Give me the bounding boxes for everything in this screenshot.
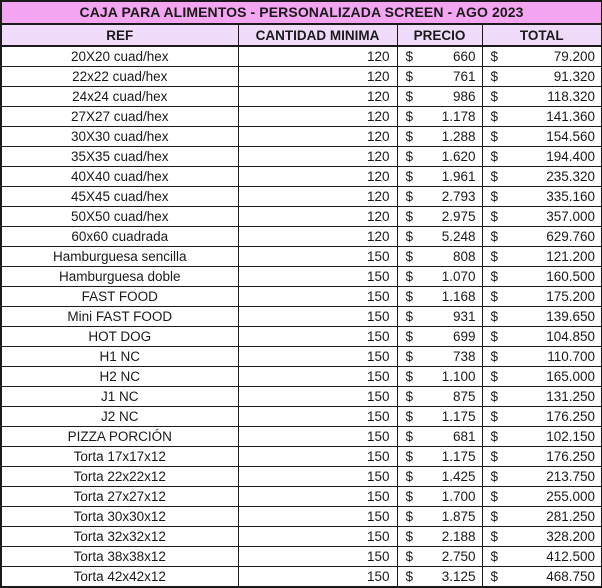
cell-total[interactable] xyxy=(482,547,602,567)
price-value: 3.125 xyxy=(441,569,476,584)
cell-ref[interactable]: J2 NC xyxy=(1,407,238,427)
table-row xyxy=(1,487,602,507)
cell-qty[interactable]: 120 xyxy=(238,67,397,87)
currency-symbol: $ xyxy=(490,469,499,484)
price-value: 1.178 xyxy=(441,109,476,124)
total-value: 121.200 xyxy=(546,249,596,264)
cell-price[interactable] xyxy=(397,46,482,67)
currency-symbol: $ xyxy=(490,529,499,544)
cell-qty[interactable]: 120 xyxy=(238,227,397,247)
table-row xyxy=(1,187,602,207)
cell-total[interactable] xyxy=(482,467,602,487)
cell-qty[interactable]: 150 xyxy=(238,387,397,407)
price-value: 1.168 xyxy=(441,289,476,304)
table-body xyxy=(1,46,602,587)
price-value: 2.793 xyxy=(441,189,476,204)
table-row xyxy=(1,287,602,307)
currency-symbol: $ xyxy=(405,289,414,304)
cell-total[interactable] xyxy=(482,127,602,147)
cell-total[interactable] xyxy=(482,287,602,307)
total-value: 165.000 xyxy=(546,369,596,384)
table-row xyxy=(1,407,602,427)
currency-symbol: $ xyxy=(405,549,414,564)
cell-total[interactable] xyxy=(482,307,602,327)
currency-symbol: $ xyxy=(490,329,499,344)
cell-total[interactable] xyxy=(482,387,602,407)
currency-symbol: $ xyxy=(490,49,499,64)
cell-qty[interactable]: 150 xyxy=(238,467,397,487)
cell-ref[interactable]: Torta 30x30x12 xyxy=(1,507,238,527)
cell-qty[interactable]: 120 xyxy=(238,107,397,127)
cell-ref[interactable]: Torta 32x32x12 xyxy=(1,527,238,547)
cell-ref[interactable]: FAST FOOD xyxy=(1,287,238,307)
total-value: 281.250 xyxy=(546,509,596,524)
total-value: 629.760 xyxy=(546,229,596,244)
cell-qty[interactable]: 150 xyxy=(238,427,397,447)
cell-price[interactable] xyxy=(397,287,482,307)
currency-symbol: $ xyxy=(490,449,499,464)
currency-symbol: $ xyxy=(405,229,414,244)
total-value: 118.320 xyxy=(547,89,596,104)
cell-total[interactable] xyxy=(482,147,602,167)
price-value: 1.175 xyxy=(441,449,476,464)
currency-symbol: $ xyxy=(490,309,499,324)
table-row xyxy=(1,447,602,467)
cell-price[interactable] xyxy=(397,107,482,127)
table-row xyxy=(1,46,602,67)
cell-qty[interactable]: 120 xyxy=(238,87,397,107)
currency-symbol: $ xyxy=(405,149,414,164)
sheet-title[interactable]: CAJA PARA ALIMENTOS - PERSONALIZADA SCREEN - AGO 2023 xyxy=(1,1,602,24)
cell-ref[interactable]: 20X20 cuad/hex xyxy=(1,46,238,67)
cell-qty[interactable]: 150 xyxy=(238,267,397,287)
table-row xyxy=(1,87,602,107)
cell-qty[interactable]: 150 xyxy=(238,407,397,427)
cell-price[interactable] xyxy=(397,507,482,527)
price-value: 2.975 xyxy=(441,209,476,224)
currency-symbol: $ xyxy=(405,329,414,344)
currency-symbol: $ xyxy=(405,109,414,124)
cell-total[interactable] xyxy=(482,487,602,507)
cell-ref[interactable]: Mini FAST FOOD xyxy=(1,307,238,327)
currency-symbol: $ xyxy=(490,549,499,564)
price-value: 1.961 xyxy=(441,169,476,184)
cell-price[interactable] xyxy=(397,307,482,327)
cell-qty[interactable]: 150 xyxy=(238,487,397,507)
currency-symbol: $ xyxy=(490,129,499,144)
cell-price[interactable] xyxy=(397,567,482,588)
cell-qty[interactable]: 120 xyxy=(238,207,397,227)
table-row xyxy=(1,427,602,447)
cell-ref[interactable]: PIZZA PORCIÓN xyxy=(1,427,238,447)
table-row xyxy=(1,147,602,167)
currency-symbol: $ xyxy=(405,369,414,384)
cell-price[interactable] xyxy=(397,367,482,387)
currency-symbol: $ xyxy=(405,269,414,284)
currency-symbol: $ xyxy=(490,189,499,204)
cell-price[interactable] xyxy=(397,187,482,207)
cell-qty[interactable]: 120 xyxy=(238,167,397,187)
currency-symbol: $ xyxy=(490,509,499,524)
cell-qty[interactable]: 120 xyxy=(238,187,397,207)
cell-qty[interactable]: 150 xyxy=(238,547,397,567)
cell-qty[interactable]: 150 xyxy=(238,287,397,307)
cell-qty[interactable]: 120 xyxy=(238,46,397,67)
cell-price[interactable] xyxy=(397,327,482,347)
table-row xyxy=(1,367,602,387)
price-value: 2.188 xyxy=(441,529,476,544)
cell-total[interactable] xyxy=(482,407,602,427)
total-value: 255.000 xyxy=(546,489,596,504)
cell-ref[interactable]: Torta 42x42x12 xyxy=(1,567,238,588)
currency-symbol: $ xyxy=(405,349,414,364)
price-value: 931 xyxy=(452,309,476,324)
currency-symbol: $ xyxy=(490,109,499,124)
cell-price[interactable] xyxy=(397,147,482,167)
currency-symbol: $ xyxy=(405,509,414,524)
cell-ref[interactable]: 30X30 cuad/hex xyxy=(1,127,238,147)
total-value: 176.250 xyxy=(546,409,596,424)
price-value: 2.750 xyxy=(441,549,476,564)
title-row xyxy=(1,1,602,24)
header-qty[interactable]: CANTIDAD MINIMA xyxy=(238,24,397,46)
currency-symbol: $ xyxy=(405,389,414,404)
cell-qty[interactable]: 120 xyxy=(238,147,397,167)
cell-price[interactable] xyxy=(397,467,482,487)
currency-symbol: $ xyxy=(405,49,414,64)
price-value: 986 xyxy=(452,89,476,104)
total-value: 139.650 xyxy=(546,309,596,324)
total-value: 160.500 xyxy=(546,269,596,284)
price-value: 1.100 xyxy=(441,369,476,384)
cell-ref[interactable]: Torta 22x22x12 xyxy=(1,467,238,487)
table-row xyxy=(1,67,602,87)
cell-total[interactable] xyxy=(482,347,602,367)
total-value: 110.700 xyxy=(547,349,596,364)
currency-symbol: $ xyxy=(405,209,414,224)
currency-symbol: $ xyxy=(490,169,499,184)
price-value: 660 xyxy=(452,49,476,64)
cell-price[interactable] xyxy=(397,427,482,447)
cell-total[interactable] xyxy=(482,207,602,227)
price-value: 808 xyxy=(452,249,476,264)
price-value: 1.070 xyxy=(441,269,476,284)
cell-total[interactable] xyxy=(482,427,602,447)
cell-ref[interactable]: 40X40 cuad/hex xyxy=(1,167,238,187)
table-row xyxy=(1,387,602,407)
cell-price[interactable] xyxy=(397,247,482,267)
header-row xyxy=(1,24,602,46)
price-value: 875 xyxy=(452,389,476,404)
price-value: 1.175 xyxy=(441,409,476,424)
table-row xyxy=(1,167,602,187)
currency-symbol: $ xyxy=(490,69,499,84)
cell-ref[interactable]: H2 NC xyxy=(1,367,238,387)
price-value: 1.875 xyxy=(441,509,476,524)
total-value: 235.320 xyxy=(546,169,596,184)
header-ref[interactable]: REF xyxy=(1,24,238,46)
currency-symbol: $ xyxy=(490,409,499,424)
cell-price[interactable] xyxy=(397,67,482,87)
cell-ref[interactable]: Hamburguesa sencilla xyxy=(1,247,238,267)
cell-ref[interactable]: 22x22 cuad/hex xyxy=(1,67,238,87)
cell-qty[interactable]: 150 xyxy=(238,527,397,547)
cell-price[interactable] xyxy=(397,487,482,507)
currency-symbol: $ xyxy=(405,129,414,144)
cell-ref[interactable]: 50X50 cuad/hex xyxy=(1,207,238,227)
total-value: 102.150 xyxy=(546,429,596,444)
cell-ref[interactable]: Torta 27x27x12 xyxy=(1,487,238,507)
currency-symbol: $ xyxy=(490,269,499,284)
total-value: 104.850 xyxy=(546,329,596,344)
currency-symbol: $ xyxy=(490,229,499,244)
cell-price[interactable] xyxy=(397,167,482,187)
table-row xyxy=(1,127,602,147)
currency-symbol: $ xyxy=(405,249,414,264)
cell-ref[interactable]: Torta 38x38x12 xyxy=(1,547,238,567)
table-row xyxy=(1,547,602,567)
table-row xyxy=(1,107,602,127)
currency-symbol: $ xyxy=(490,429,499,444)
currency-symbol: $ xyxy=(490,289,499,304)
cell-total[interactable] xyxy=(482,187,602,207)
cell-price[interactable] xyxy=(397,227,482,247)
total-value: 328.200 xyxy=(546,529,596,544)
cell-price[interactable] xyxy=(397,127,482,147)
total-value: 79.200 xyxy=(553,49,596,64)
total-value: 468.750 xyxy=(546,569,596,584)
cell-price[interactable] xyxy=(397,387,482,407)
cell-total[interactable] xyxy=(482,567,602,588)
total-value: 412.500 xyxy=(546,549,596,564)
currency-symbol: $ xyxy=(405,569,414,584)
currency-symbol: $ xyxy=(490,249,499,264)
table-row xyxy=(1,327,602,347)
table-row xyxy=(1,247,602,267)
cell-qty[interactable]: 150 xyxy=(238,347,397,367)
total-value: 175.200 xyxy=(546,289,596,304)
currency-symbol: $ xyxy=(405,529,414,544)
total-value: 213.750 xyxy=(546,469,596,484)
cell-ref[interactable]: H1 NC xyxy=(1,347,238,367)
cell-total[interactable] xyxy=(482,447,602,467)
cell-qty[interactable]: 150 xyxy=(238,447,397,467)
total-value: 335.160 xyxy=(546,189,596,204)
total-value: 131.250 xyxy=(546,389,596,404)
cell-total[interactable] xyxy=(482,227,602,247)
cell-price[interactable] xyxy=(397,527,482,547)
cell-qty[interactable]: 150 xyxy=(238,307,397,327)
cell-total[interactable] xyxy=(482,367,602,387)
currency-symbol: $ xyxy=(405,89,414,104)
cell-ref[interactable]: 24x24 cuad/hex xyxy=(1,87,238,107)
cell-price[interactable] xyxy=(397,87,482,107)
currency-symbol: $ xyxy=(405,469,414,484)
total-value: 154.560 xyxy=(546,129,596,144)
cell-total[interactable] xyxy=(482,46,602,67)
cell-ref[interactable]: 35X35 cuad/hex xyxy=(1,147,238,167)
cell-total[interactable] xyxy=(482,87,602,107)
total-value: 91.320 xyxy=(553,69,596,84)
cell-ref[interactable]: 45X45 cuad/hex xyxy=(1,187,238,207)
cell-price[interactable] xyxy=(397,447,482,467)
cell-qty[interactable]: 150 xyxy=(238,247,397,267)
cell-ref[interactable]: HOT DOG xyxy=(1,327,238,347)
price-value: 738 xyxy=(452,349,476,364)
price-value: 1.288 xyxy=(441,129,476,144)
currency-symbol: $ xyxy=(405,449,414,464)
total-value: 357.000 xyxy=(546,209,596,224)
cell-qty[interactable]: 150 xyxy=(238,327,397,347)
price-value: 1.620 xyxy=(441,149,476,164)
table-row xyxy=(1,267,602,287)
cell-total[interactable] xyxy=(482,327,602,347)
currency-symbol: $ xyxy=(490,89,499,104)
currency-symbol: $ xyxy=(405,409,414,424)
currency-symbol: $ xyxy=(490,209,499,224)
cell-price[interactable] xyxy=(397,207,482,227)
cell-qty[interactable]: 120 xyxy=(238,127,397,147)
cell-total[interactable] xyxy=(482,67,602,87)
table-row xyxy=(1,227,602,247)
price-value: 1.425 xyxy=(441,469,476,484)
currency-symbol: $ xyxy=(405,189,414,204)
currency-symbol: $ xyxy=(490,489,499,504)
table-row xyxy=(1,527,602,547)
cell-total[interactable] xyxy=(482,167,602,187)
cell-total[interactable] xyxy=(482,507,602,527)
cell-ref[interactable]: Hamburguesa doble xyxy=(1,267,238,287)
currency-symbol: $ xyxy=(490,149,499,164)
cell-qty[interactable]: 150 xyxy=(238,507,397,527)
currency-symbol: $ xyxy=(405,309,414,324)
price-value: 699 xyxy=(452,329,476,344)
total-value: 141.360 xyxy=(546,109,596,124)
price-value: 681 xyxy=(452,429,476,444)
cell-ref[interactable]: 60x60 cuadrada xyxy=(1,227,238,247)
cell-total[interactable] xyxy=(482,527,602,547)
header-total[interactable]: TOTAL xyxy=(482,24,602,46)
cell-qty[interactable]: 150 xyxy=(238,567,397,588)
cell-ref[interactable]: 27X27 cuad/hex xyxy=(1,107,238,127)
cell-total[interactable] xyxy=(482,267,602,287)
price-value: 5.248 xyxy=(441,229,476,244)
currency-symbol: $ xyxy=(490,349,499,364)
table-row xyxy=(1,307,602,327)
cell-price[interactable] xyxy=(397,547,482,567)
currency-symbol: $ xyxy=(490,569,499,584)
table-row xyxy=(1,347,602,367)
currency-symbol: $ xyxy=(405,429,414,444)
cell-total[interactable] xyxy=(482,107,602,127)
currency-symbol: $ xyxy=(405,69,414,84)
price-value: 1.700 xyxy=(441,489,476,504)
cell-qty[interactable]: 150 xyxy=(238,367,397,387)
price-value: 761 xyxy=(452,69,476,84)
table-row xyxy=(1,507,602,527)
header-price[interactable]: PRECIO xyxy=(397,24,482,46)
cell-price[interactable] xyxy=(397,407,482,427)
currency-symbol: $ xyxy=(405,169,414,184)
currency-symbol: $ xyxy=(490,369,499,384)
cell-ref[interactable]: Torta 17x17x12 xyxy=(1,447,238,467)
cell-price[interactable] xyxy=(397,267,482,287)
total-value: 194.400 xyxy=(546,149,596,164)
total-value: 176.250 xyxy=(546,449,596,464)
cell-ref[interactable]: J1 NC xyxy=(1,387,238,407)
table-row xyxy=(1,567,602,588)
currency-symbol: $ xyxy=(405,489,414,504)
cell-total[interactable] xyxy=(482,247,602,267)
table-row xyxy=(1,467,602,487)
cell-price[interactable] xyxy=(397,347,482,367)
table-row xyxy=(1,207,602,227)
currency-symbol: $ xyxy=(490,389,499,404)
